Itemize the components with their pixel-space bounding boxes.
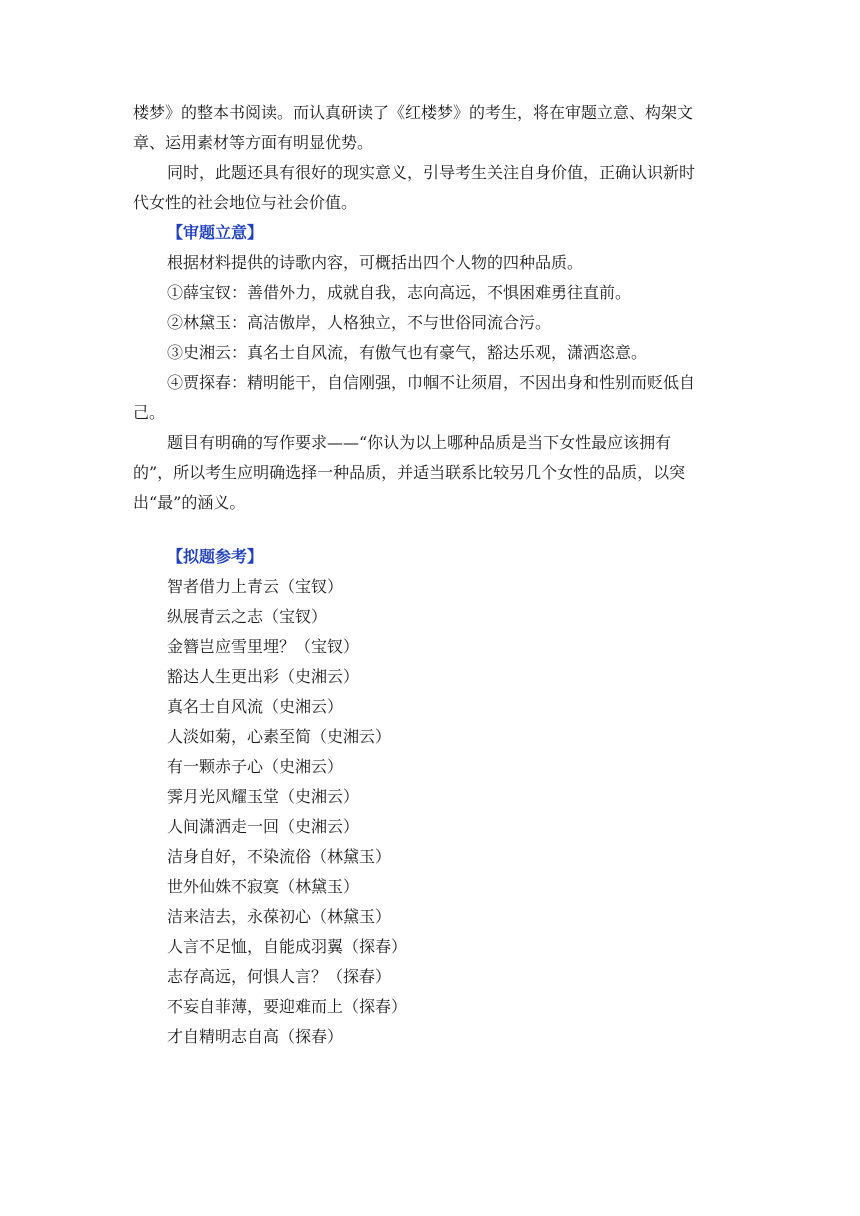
requirement-paragraph-line: 出“最”的涵义。	[133, 493, 246, 512]
section-heading-titles: 【拟题参考】	[167, 547, 264, 566]
section-gap	[133, 518, 733, 542]
title-item: 志存高远，何惧人言？（探春）	[167, 967, 392, 986]
title-list	[133, 572, 733, 1052]
intro-paragraph-line: 同时，此题还具有很好的现实意义，引导考生关注自身价值，正确认识新时	[167, 163, 696, 182]
analysis-item: ④贾探春：精明能干，自信刚强，巾帼不让须眉，不因出身和性别而贬低自	[167, 373, 696, 392]
analysis-item: 己。	[133, 403, 166, 422]
intro-paragraph-line: 章、运用素材等方面有明显优势。	[133, 133, 374, 152]
document-body	[133, 98, 733, 1052]
title-item: 有一颗赤子心（史湘云）	[167, 757, 344, 776]
title-item: 洁身自好，不染流俗（林黛玉）	[167, 847, 392, 866]
title-item: 真名士自风流（史湘云）	[167, 697, 344, 716]
title-item: 洁来洁去，永葆初心（林黛玉）	[167, 907, 392, 926]
title-item: 豁达人生更出彩（史湘云）	[167, 667, 360, 686]
analysis-list	[133, 278, 733, 428]
intro-paragraph-line: 代女性的社会地位与社会价值。	[133, 193, 358, 212]
title-item: 才自精明志自高（探春）	[167, 1027, 344, 1046]
title-item: 霁月光风耀玉堂（史湘云）	[167, 787, 360, 806]
title-item: 金簪岂应雪里埋？（宝钗）	[167, 637, 360, 656]
title-item: 人言不足恤，自能成羽翼（探春）	[167, 937, 408, 956]
section-heading-analysis: 【审题立意】	[167, 223, 264, 242]
analysis-item: ①薛宝钗：善借外力，成就自我，志向高远，不惧困难勇往直前。	[167, 283, 632, 302]
title-item: 不妄自菲薄，要迎难而上（探春）	[167, 997, 408, 1016]
analysis-lead: 根据材料提供的诗歌内容，可概括出四个人物的四种品质。	[167, 253, 584, 272]
requirement-paragraph-line: 的”，所以考生应明确选择一种品质，并适当联系比较另几个女性的品质，以突	[133, 463, 686, 482]
intro-paragraph-line: 楼梦》的整本书阅读。而认真研读了《红楼梦》的考生，将在审题立意、构架文	[133, 103, 694, 122]
title-item: 世外仙姝不寂寞（林黛玉）	[167, 877, 360, 896]
analysis-item: ③史湘云：真名士自风流，有傲气也有豪气，豁达乐观，潇洒恣意。	[167, 343, 648, 362]
title-item: 人间潇洒走一回（史湘云）	[167, 817, 360, 836]
title-item: 纵展青云之志（宝钗）	[167, 607, 328, 626]
analysis-item: ②林黛玉：高洁傲岸，人格独立，不与世俗同流合污。	[167, 313, 552, 332]
title-item: 人淡如菊，心素至简（史湘云）	[167, 727, 392, 746]
requirement-paragraph-line: 题目有明确的写作要求——“你认为以上哪种品质是当下女性最应该拥有	[167, 433, 672, 452]
title-item: 智者借力上青云（宝钗）	[167, 577, 344, 596]
